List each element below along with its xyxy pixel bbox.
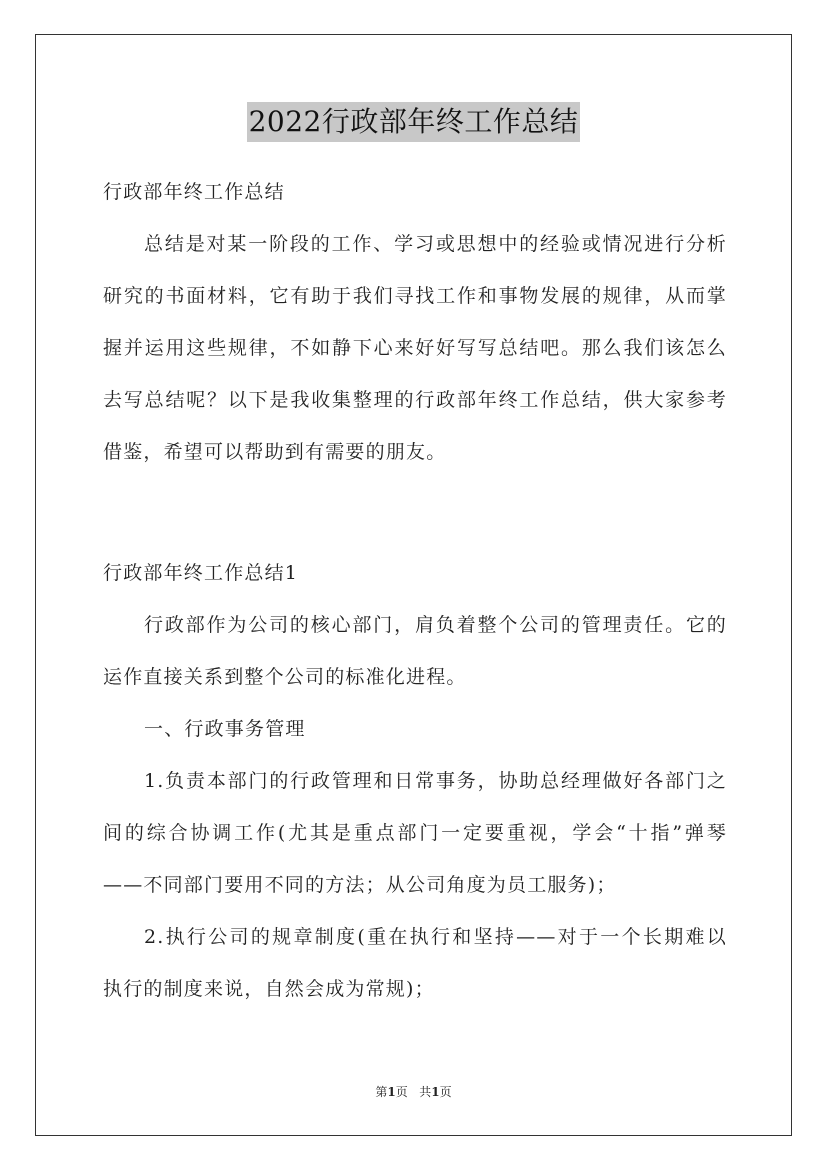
document-body (103, 166, 727, 478)
document-subtitle: 行政部年终工作总结 (103, 181, 285, 203)
item1-line-3: ——不同部门要用不同的方法；从公司角度为员工服务)； (103, 874, 617, 896)
section-1 (103, 547, 727, 1015)
intro-line-5: 借鉴，希望可以帮助到有需要的朋友。 (103, 441, 447, 463)
total-suffix: 页 (439, 1085, 452, 1099)
item1-line-2: 间的综合协调工作(尤其是重点部门一定要重视，学会“十指”弹琴 (103, 822, 727, 844)
title-container (0, 102, 827, 142)
item1-line-1: 1.负责本部门的行政管理和日常事务，协助总经理做好各部门之 (144, 770, 727, 792)
intro-line-4: 去写总结呢？以下是我收集整理的行政部年终工作总结，供大家参考 (103, 389, 727, 411)
subheading: 一、行政事务管理 (144, 718, 306, 740)
section-heading: 行政部年终工作总结1 (103, 562, 299, 584)
document-title: 2022行政部年终工作总结 (247, 102, 581, 142)
page-current: 1 (387, 1085, 396, 1099)
page-total: 1 (431, 1085, 440, 1099)
item2-line-2: 执行的制度来说，自然会成为常规)； (103, 978, 435, 1000)
total-prefix: 共 (419, 1085, 432, 1099)
page-prefix: 第 (375, 1085, 388, 1099)
page-suffix: 页 (395, 1085, 408, 1099)
page-footer (0, 1083, 827, 1100)
intro-line-2: 研究的书面材料，它有助于我们寻找工作和事物发展的规律，从而掌 (103, 285, 727, 307)
section-intro-line-1: 行政部作为公司的核心部门，肩负着整个公司的管理责任。它的 (144, 614, 727, 636)
intro-line-1: 总结是对某一阶段的工作、学习或思想中的经验或情况进行分析 (144, 233, 727, 255)
intro-line-3: 握并运用这些规律，不如静下心来好好写写总结吧。那么我们该怎么 (103, 337, 727, 359)
section-intro-line-2: 运作直接关系到整个公司的标准化进程。 (103, 666, 467, 688)
item2-line-1: 2.执行公司的规章制度(重在执行和坚持——对于一个长期难以 (144, 926, 727, 948)
